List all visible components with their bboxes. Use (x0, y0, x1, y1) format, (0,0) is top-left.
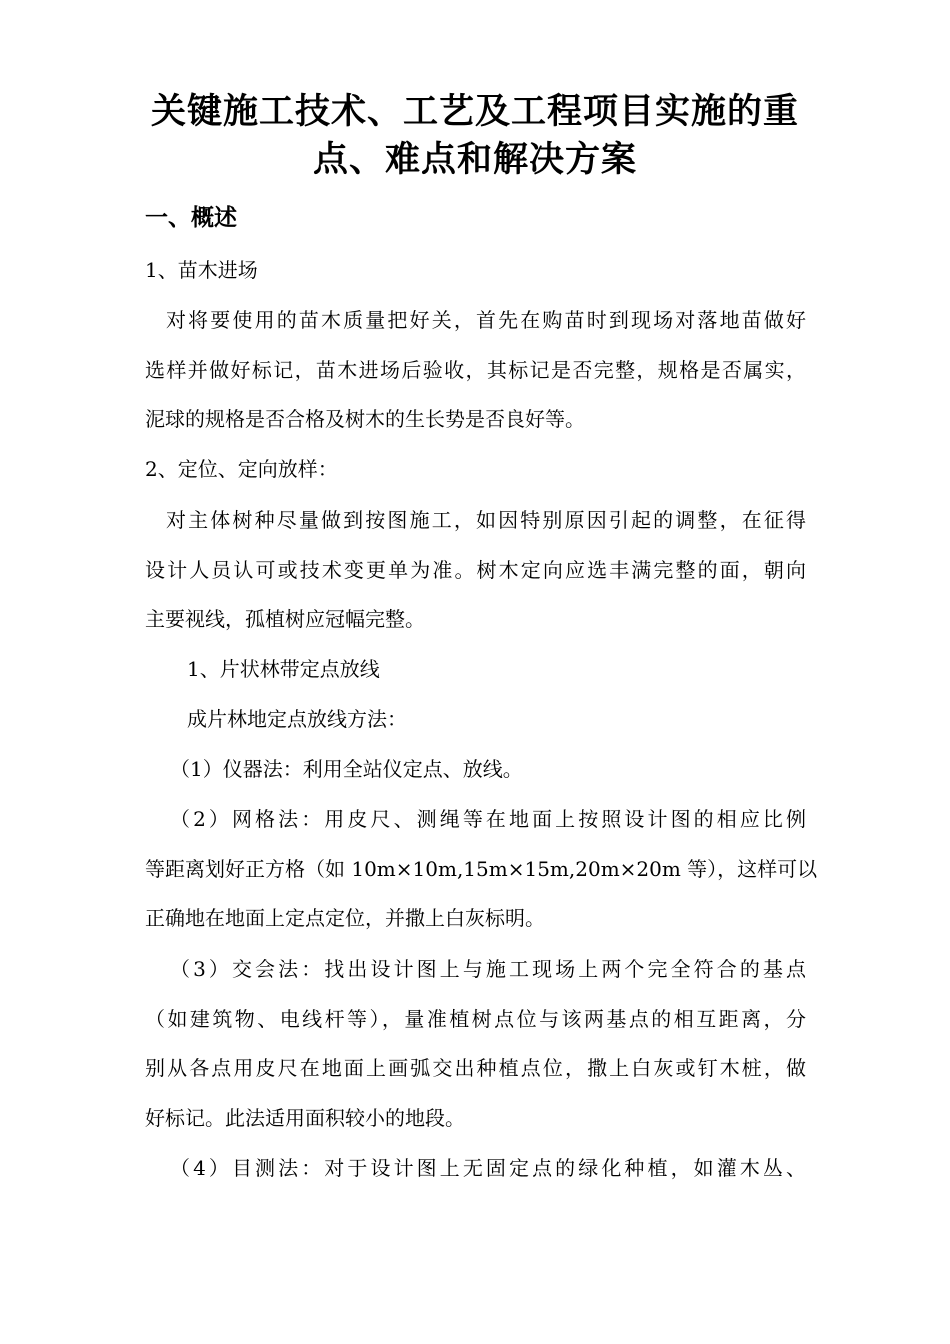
item-heading-positioning: 2、定位、定向放样： (145, 457, 338, 481)
method-intersection-line: 别从各点用皮尺在地面上画弧交出种植点位，撒上白灰或钉木桩，做 (145, 1056, 806, 1080)
section-heading-overview: 一、概述 (145, 204, 237, 231)
paragraph-line: 设计人员认可或技术变更单为准。树木定向应选丰满完整的面，朝向 (145, 558, 806, 582)
method-intersection-line: （如建筑物、电线杆等），量准植树点位与该两基点的相互距离，分 (145, 1007, 806, 1031)
method-intersection-line: 好标记。此法适用面积较小的地段。 (145, 1106, 465, 1130)
paragraph-line: 选样并做好标记，苗木进场后验收，其标记是否完整，规格是否属实， (145, 358, 806, 382)
document-title-line-2: 点、难点和解决方案 (312, 139, 637, 180)
paragraph-line: 泥球的规格是否合格及树木的生长势是否良好等。 (145, 407, 585, 431)
item-heading-seedling-entry: 1、苗木进场 (145, 258, 258, 282)
sub-heading-forest-belt: 1、片状林带定点放线 (187, 657, 380, 681)
paragraph-line: 主要视线，孤植树应冠幅完整。 (145, 607, 425, 631)
method-grid-line: 等距离划好正方格（如 10m×10m,15m×15m,20m×20m 等），这样可以 (145, 857, 818, 881)
paragraph-line: 对将要使用的苗木质量把好关，首先在购苗时到现场对落地苗做好 (166, 308, 806, 332)
methods-intro: 成片林地定点放线方法： (187, 707, 407, 731)
method-grid-line: 正确地在地面上定点定位，并撒上白灰标明。 (145, 906, 545, 930)
method-grid-line: （2）网格法：用皮尺、测绳等在地面上按照设计图的相应比例 (170, 807, 806, 831)
document-title-line-1: 关键施工技术、工艺及工程项目实施的重 (150, 91, 799, 132)
paragraph-line: 对主体树种尽量做到按图施工，如因特别原因引起的调整，在征得 (166, 508, 806, 532)
method-intersection-line: （3）交会法：找出设计图上与施工现场上两个完全符合的基点 (170, 957, 806, 981)
method-visual-line: （4）目测法：对于设计图上无固定点的绿化种植，如灌木丛、 (170, 1156, 806, 1180)
method-instrument: （1）仪器法：利用全站仪定点、放线。 (170, 757, 523, 781)
